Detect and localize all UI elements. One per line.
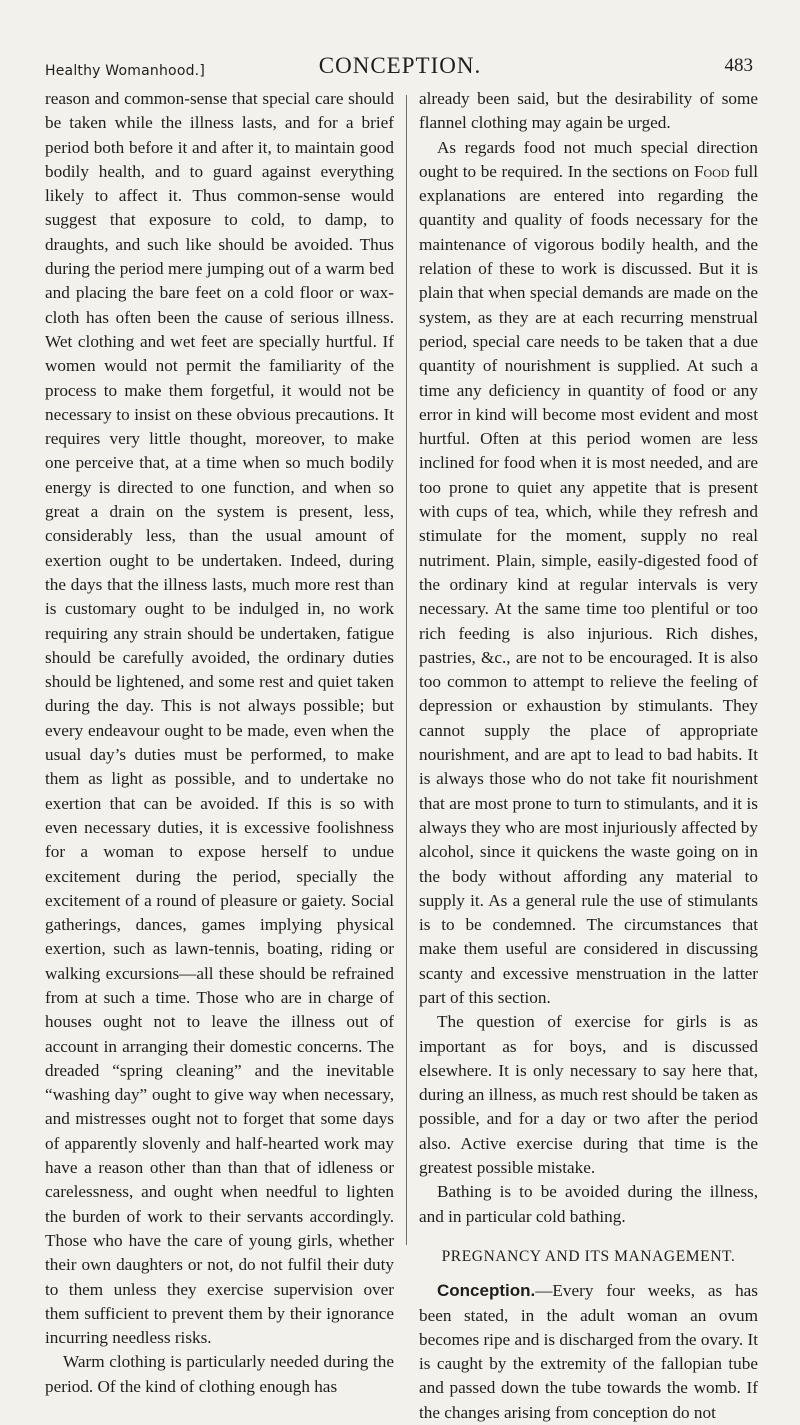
run-in-heading: Conception. xyxy=(437,1281,536,1301)
body-paragraph: Warm clothing is particularly needed during the period. Of the kind of clothing enough has xyxy=(45,1352,394,1396)
column-divider xyxy=(406,95,407,1245)
body-paragraph-conception xyxy=(419,1279,758,1425)
body-paragraph-food xyxy=(419,136,758,1011)
running-head-book-title: Healthy Womanhood.] xyxy=(45,63,205,79)
body-paragraph: Bathing is to be avoided during the illness, and in particular cold bathing. xyxy=(419,1182,758,1226)
paragraph-text: As regards food not much special direction ought to be required. In the sections on xyxy=(419,137,758,181)
section-heading: PREGNANCY AND ITS MANAGEMENT. xyxy=(441,1247,736,1265)
page-number: 483 xyxy=(724,55,753,76)
body-paragraph: already been said, but the desirability of some flannel clothing may again be urged. xyxy=(419,89,758,133)
body-paragraph: The question of exercise for girls is as important as for boys, and is discussed elsewhere. It is only necessary to say here that, during an illness, as much rest should be taken as possible, and for a day or two after the period also. Active exercise during that time is the greatest possible mistake. xyxy=(419,1012,758,1178)
paragraph-text: full explanations are entered into regarding the quantity and quality of foods necessary for the maintenance of vigorous bodily health, and the relation of these to work is discussed. But it is plain that when special demands are made on the system, as they are at each recurring menstrual period, special care needs to be taken that a due quantity of nourishment is supplied. At such a time any deficiency in quantity of food or any error in kind will become most evident and most hurtful. Often at this period women are less inclined for food when it is most needed, and are too prone to quiet any appetite that is present with cups of tea, which, while they refresh and stimulate for the moment, supply no real nutriment. Plain, simple, easily-digested food of the ordinary kind at regular intervals is very necessary. At the same time too plentiful or too rich feeding is also injurious. Rich dishes, pastries, &c., are not to be encouraged. It is also too common to attempt to relieve the feeling of depression or exhaustion by stimulants. They cannot supply the place of appropriate nourishment, and are apt to lead to bad habits. It is always those who do not take fit nourishment that are most prone to turn to stimulants, and it is always they who are most injuriously affected by alcohol, since it quickens the waste going on in the body without affording any material to supply it. As a general rule the use of stimulants is to be condemned. The circumstances that make them useful are considered in discussing scanty and excessive menstruation in the latter part of this section. xyxy=(419,161,759,1007)
right-column xyxy=(419,87,758,1425)
cross-reference-food: Food xyxy=(693,161,730,181)
left-column xyxy=(45,87,394,1399)
paragraph-text: —Every four weeks, as has been stated, in the adult woman an ovum becomes ripe and is discharged from the ovary. It is caught by the extremity of the fallopian tube and passed down the tube towards the womb. If the changes arising from conception do not xyxy=(419,1281,758,1422)
running-head-chapter: CONCEPTION. xyxy=(318,53,482,78)
body-paragraph: reason and common-sense that special care should be taken while the illness lasts, and for a brief period both before it and after it, to maintain good bodily health, and to guard against everything likely to affect it. Thus common-sense would suggest that exposure to cold, to damp, to draughts, and such like should be avoided. Thus during the period mere jumping out of a warm bed and placing the bare feet on a cold floor or wax-cloth has often been the cause of serious illness. Wet clothing and wet feet are specially hurtful. If women would not permit the familiarity of the process to make them forgetful, it would not be necessary to insist on these obvious precautions. It requires very little thought, moreover, to make one perceive that, at a time when so much bodily energy is directed to one function, and when so great a drain on the system is present, less, considerably less, than the usual amount of exertion ought to be undertaken. Indeed, during the days that the illness lasts, much more rest than is customary ought to be indulged in, no work requiring any strain should be undertaken, fatigue should be carefully avoided, the ordinary duties should be lightened, and some rest and quiet taken during the day. This is not always possible; but every endeavour ought to be made, even when the usual day’s duties must be performed, to make them as light as possible, and to undertake no exertion that can be avoided. If this is so with even necessary duties, it is excessive foolishness for a woman to expose herself to undue excitement during the period, specially the excitement of a round of pleasure or gaiety. Social gatherings, dances, games implying physical exertion, such as lawn-tennis, boating, riding or walking excursions—all these should be refrained from at such a time. Those who are in charge of houses ought not to leave the illness out of account in arranging their domestic concerns. The dreaded “spring cleaning” and the inevitable “washing day” ought to give way when necessary, and mistresses ought not to forget that some days of apparently slovenly and half-hearted work may have a reason other than than that of idleness or carelessness, and ought when needful to lighten the burden of work to their servants accordingly. Those who have the care of young girls, whether their own daughters or not, do not fulfil their duty to them unless they exercise supervision over them sufficient to prevent them by their ignorance incurring needless risks. xyxy=(45,89,394,1348)
